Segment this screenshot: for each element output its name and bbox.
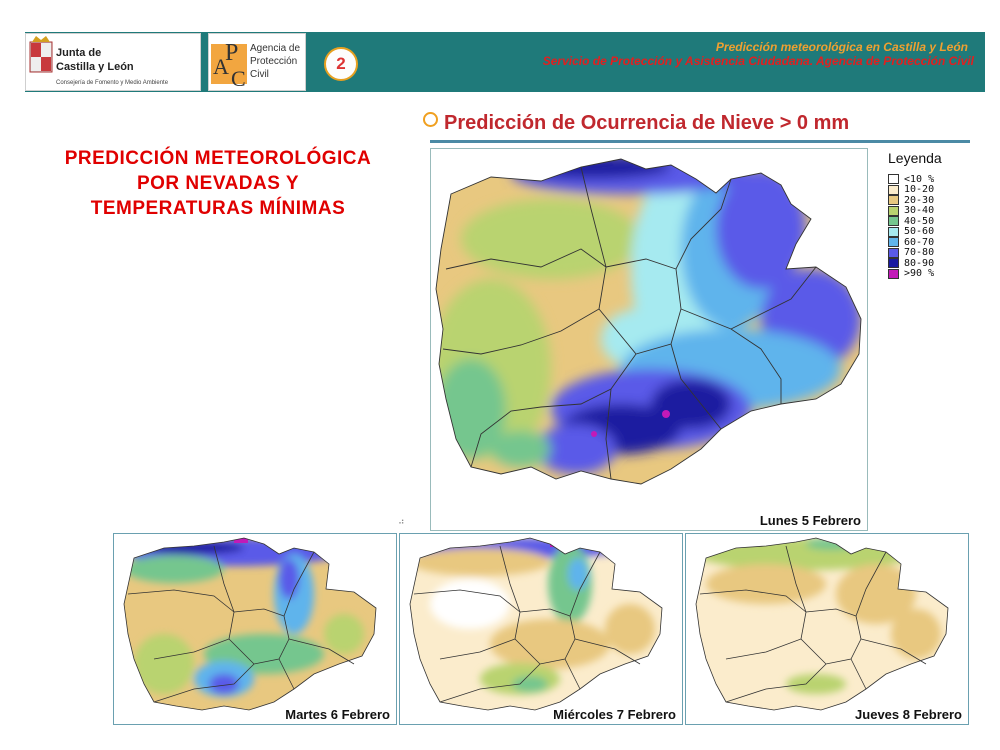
- map-section-title: [423, 112, 849, 135]
- page-title: [20, 146, 416, 221]
- svg-text:Consejería de Fomento y Medio: Consejería de Fomento y Medio Ambiente: [56, 80, 169, 86]
- legend-label: 50-60: [904, 226, 935, 238]
- legend-label: >90 %: [904, 268, 935, 280]
- legend-swatch: [888, 248, 899, 258]
- map-section-title-text: Predicción de Ocurrencia de Nieve > 0 mm: [444, 112, 850, 134]
- legend-swatch: [888, 227, 899, 237]
- page-title-line2: POR NEVADAS Y: [136, 173, 300, 194]
- legend-item: [888, 206, 978, 217]
- svg-text:P: P: [225, 40, 239, 66]
- proteccion-civil-logo: [208, 33, 306, 91]
- main-map-date-label: Lunes 5 Febrero: [759, 513, 861, 528]
- legend-label: 40-50: [904, 215, 935, 227]
- legend-label: 80-90: [904, 257, 935, 269]
- legend-label: 30-40: [904, 205, 935, 217]
- small-map-date-label: Martes 6 Febrero: [285, 707, 390, 722]
- legend-item: [888, 216, 978, 227]
- svg-text:C: C: [231, 66, 246, 90]
- legend-swatch: [888, 237, 899, 247]
- svg-text:Agencia de: Agencia de: [250, 43, 301, 54]
- small-map-thursday: [685, 533, 969, 725]
- main-snow-map: [430, 148, 868, 531]
- header-title: Predicción meteorológica en Castilla y León: [715, 40, 968, 54]
- svg-text:Civil: Civil: [250, 69, 269, 80]
- svg-text:Castilla y León: Castilla y León: [56, 61, 134, 73]
- legend-title: Leyenda: [888, 150, 942, 166]
- legend-label: 10-20: [904, 184, 935, 196]
- svg-text:Junta de: Junta de: [56, 47, 102, 59]
- legend-item: [888, 185, 978, 196]
- legend-swatch: [888, 269, 899, 279]
- legend-label: 60-70: [904, 236, 935, 248]
- dot-marker-icon: ⠴: [398, 516, 405, 526]
- legend-label: <10 %: [904, 173, 935, 185]
- small-map-date-label: Jueves 8 Febrero: [855, 707, 962, 722]
- page-title-line3: TEMPERATURAS MÍNIMAS: [90, 198, 346, 219]
- small-map-tuesday: [113, 533, 397, 725]
- title-divider: [430, 140, 970, 143]
- legend-item: [888, 195, 978, 206]
- small-map-date-label: Miércoles 7 Febrero: [553, 707, 676, 722]
- legend-item: [888, 248, 978, 259]
- legend-label: 20-30: [904, 194, 935, 206]
- circle-bullet-icon: [423, 112, 438, 127]
- legend-swatch: [888, 185, 899, 195]
- legend-item: [888, 237, 978, 248]
- legend-label: 70-80: [904, 247, 935, 259]
- page-title-line1: PREDICCIÓN METEOROLÓGICA: [64, 148, 372, 169]
- svg-text:Protección: Protección: [250, 56, 298, 67]
- legend-item: [888, 174, 978, 185]
- header-subtitle: Servicio de Protección y Asistencia Ciudadana. Agencia de Protección Civil: [542, 54, 974, 68]
- junta-castilla-leon-logo: [25, 33, 201, 91]
- legend-swatch: [888, 216, 899, 226]
- map-legend: [888, 150, 978, 279]
- legend-swatch: [888, 206, 899, 216]
- legend-swatch: [888, 258, 899, 268]
- page-number-badge: 2: [324, 47, 358, 81]
- legend-swatch: [888, 195, 899, 205]
- small-map-wednesday: [399, 533, 683, 725]
- legend-item: [888, 227, 978, 238]
- legend-item: [888, 258, 978, 269]
- legend-item: [888, 269, 978, 280]
- legend-swatch: [888, 174, 899, 184]
- svg-text:A: A: [213, 54, 229, 79]
